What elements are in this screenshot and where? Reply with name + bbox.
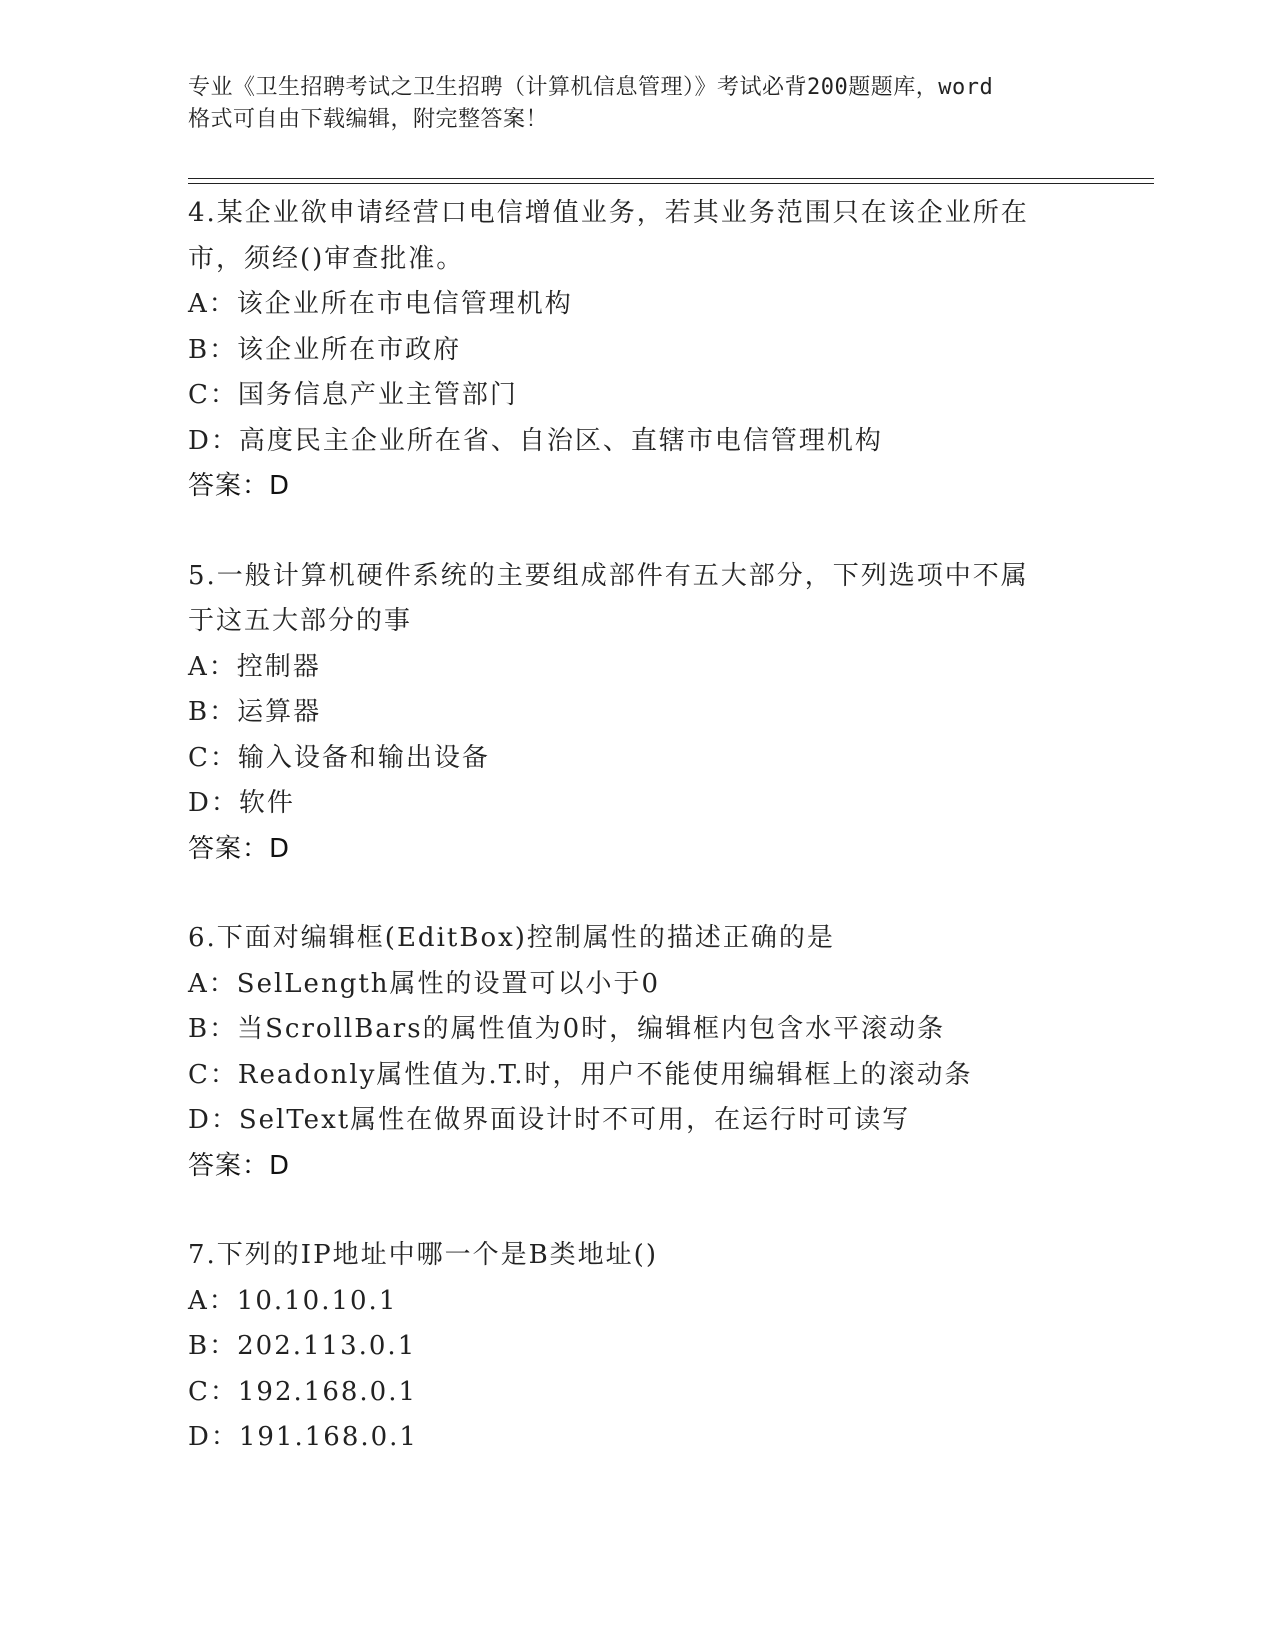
- option-b: B：运算器: [188, 697, 322, 727]
- header-divider-top: [188, 178, 1154, 179]
- option-d: D：软件: [188, 788, 295, 818]
- question-4: [188, 191, 1088, 510]
- question-list: [188, 191, 1088, 1505]
- option-c: C：192.168.0.1: [188, 1376, 418, 1407]
- option-b: B：当ScrollBars的属性值为0时，编辑框内包含水平滚动条: [188, 1014, 946, 1044]
- answer-line: 答案：D: [188, 833, 291, 864]
- question-5: [188, 554, 1088, 873]
- document-header: [188, 72, 1088, 136]
- question-7: [188, 1233, 1088, 1461]
- header-divider-bottom: [188, 183, 1154, 184]
- option-a: A：该企业所在市电信管理机构: [188, 289, 573, 319]
- question-stem: 6.下面对编辑框(EditBox)控制属性的描述正确的是: [188, 923, 835, 953]
- question-stem-continued: 于这五大部分的事: [188, 606, 413, 636]
- answer-line: 答案：D: [188, 471, 291, 501]
- option-a: A：10.10.10.1: [188, 1285, 398, 1316]
- answer-line: 答案：D: [188, 1150, 291, 1181]
- option-a: A：SelLength属性的设置可以小于0: [188, 968, 661, 999]
- option-d: D：高度民主企业所在省、自治区、直辖市电信管理机构: [188, 425, 883, 456]
- option-d: D：SelText属性在做界面设计时不可用，在运行时可读写: [188, 1105, 911, 1135]
- question-stem-continued: 市，须经()审查批准。: [188, 243, 465, 274]
- header-line-1: 专业《卫生招聘考试之卫生招聘（计算机信息管理）》考试必背200题题库，word: [188, 75, 994, 100]
- option-b: B：该企业所在市政府: [188, 334, 462, 365]
- option-b: B：202.113.0.1: [188, 1331, 417, 1361]
- option-c: C：输入设备和输出设备: [188, 742, 490, 773]
- header-line-2: 格式可自由下载编辑，附完整答案！: [188, 107, 549, 132]
- question-stem: 5.一般计算机硬件系统的主要组成部件有五大部分，下列选项中不属: [188, 560, 1029, 591]
- option-c: C：Readonly属性值为.T.时，用户不能使用编辑框上的滚动条: [188, 1059, 973, 1090]
- question-stem: 7.下列的IP地址中哪一个是B类地址(): [188, 1240, 658, 1270]
- question-6: [188, 916, 1088, 1189]
- option-a: A：控制器: [188, 651, 321, 682]
- question-stem: 4.某企业欲申请经营口电信增值业务，若其业务范围只在该企业所在: [188, 198, 1029, 228]
- option-d: D：191.168.0.1: [188, 1422, 418, 1452]
- option-c: C：国务信息产业主管部门: [188, 380, 518, 410]
